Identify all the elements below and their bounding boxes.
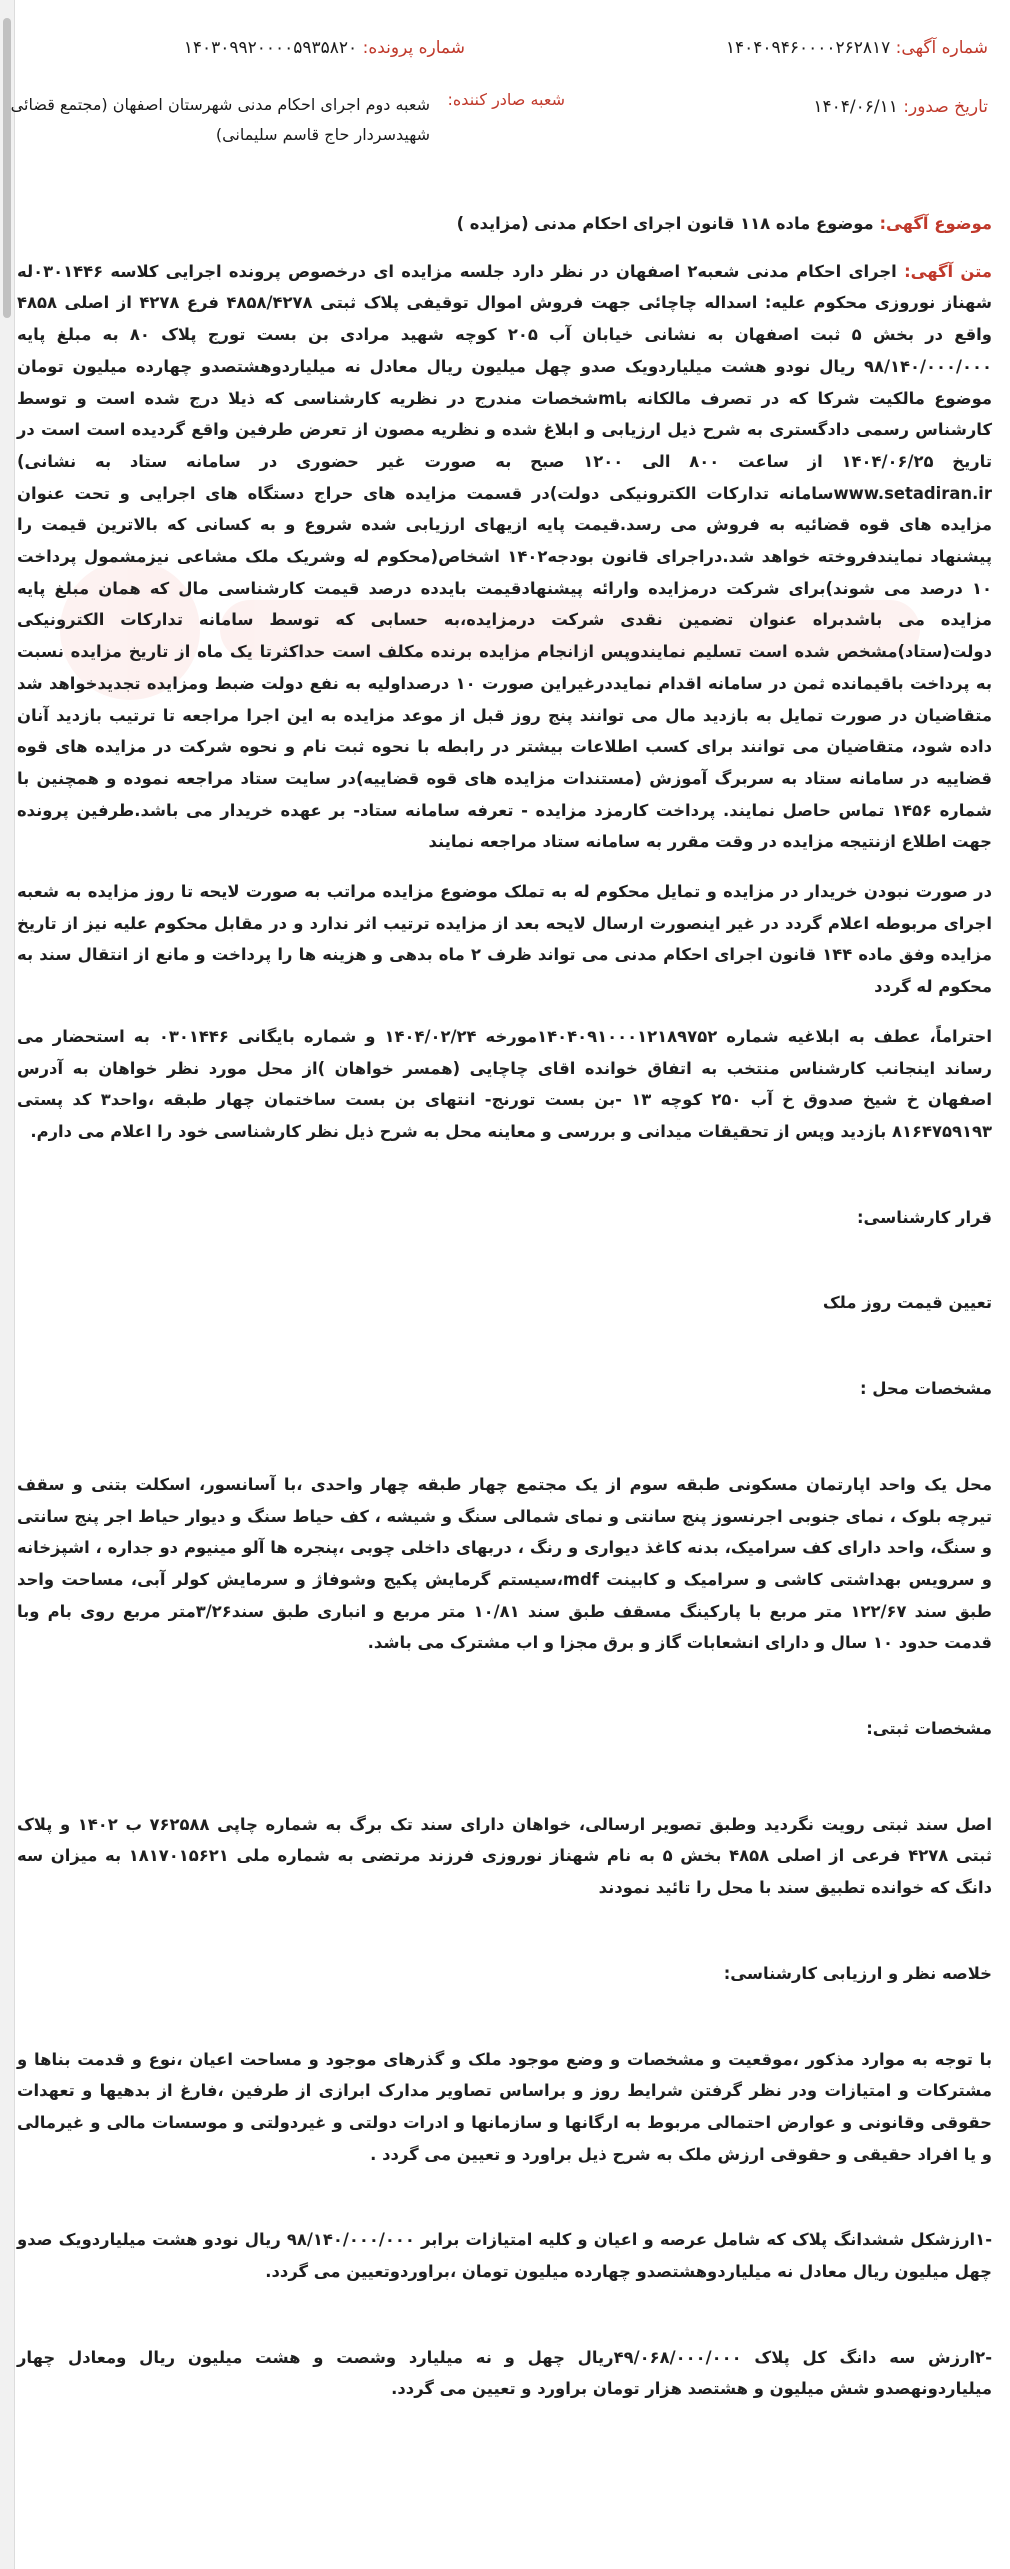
registry-title: مشخصات ثبتی: — [866, 1719, 992, 1739]
ad-text-label: متن آگهی: — [904, 261, 993, 281]
file-number — [184, 38, 465, 58]
issuer-value: شعبه دوم اجرای احکام مدنی شهرستان اصفهان (مجتمع قضائی شهیدسردار حاج قاسم سلیمانی) — [10, 95, 430, 144]
issue-date — [813, 97, 988, 117]
issue-date-value: ۱۴۰۴/۰۶/۱۱ — [813, 97, 898, 117]
location-text: محل یک واحد اپارتمان مسکونی طبقه سوم از یک مجتمع چهار طبقه چهار واحدی ،با آسانسور، اسکلت بتنی و سقف تیرچه بلوک ، نمای جنوبی اجرنسوز پنج سانتی و نمای شمالی سنگ و شیشه ، کف حیاط سنگ و دیوار حیاط اجر پنج سانتی و سنگ، واحد دارای کف سرامیک، بدنه کاغذ دیواری و رنگ ، دربهای داخلی چوبی ،پنجره ها آلو مینیوم دو جداره ، اشپزخانه و سرویس بهداشتی کاشی و سرامیک و کابینت mdf،سیستم گرمایش پکیج وشوفاژ و سرمایش کولر آبی، مساحت واحد طبق سند ۱۲۲/۶۷ متر مربع با پارکینگ مسقف طبق سند ۱۰/۸۱ متر مربع و انباری طبق سند۳/۲۶متر مربع روی بام وبا قدمت حدود ۱۰ سال و دارای انشعابات گاز و برق مجزا و اب مشترک می باشد. — [17, 1474, 992, 1653]
ad-number-label: شماره آگهی: — [895, 38, 988, 58]
issuer-label: شعبه صادر کننده: — [447, 90, 565, 109]
subject-line — [17, 208, 992, 240]
scrollbar-thumb[interactable] — [3, 18, 11, 318]
valuation-item-1: -۱ارزشکل ششدانگ پلاک که شامل عرصه و اعیان و کلیه امتیازات برابر ۹۸/۱۴۰/۰۰۰/۰۰۰ ریال نودو هشت میلیاردویک صدو چهل میلیون ریال معادل نه میلیاردوهشتصدو چهارده میلیون تومان ،براوردوتعیین می گردد. — [17, 2230, 992, 2282]
file-number-value: ۱۴۰۳۰۹۹۲۰۰۰۰۵۹۳۵۸۲۰ — [183, 38, 358, 58]
notice-body — [17, 208, 992, 2405]
valuation-item-2: -۲ارزش سه دانگ کل پلاک ۴۹/۰۶۸/۰۰۰/۰۰۰ریال چهل و نه میلیارد وشصت و هشت میلیون ریال ومعادل چهار میلیاردونهصدو شش میلیون و هشتصد هزار تومان براورد و تعیین می گردد. — [17, 2347, 992, 2399]
summary-text: با توجه به موارد مذکور ،موقعیت و مشخصات و وضع موجود ملک و گذرهای موجود و مساحت اعیان ،نوع و قدمت بناها و مشترکات و امتیازات ودر نظر گرفتن شرایط روز و براساس تصاویر مدارک ابرازی از طرفین ،فارغ از بدهیها و تعهدات حقوقی وقانونی و عوارض احتمالی مربوط به ارگانها و سازمانها و ادرات دولتی و غیردولتی و موسسات مالی و غیرمالی و یا افراد حقیقی و حقوقی ارزش ملک به شرح ذیل براورد و تعیین می گردد . — [17, 2049, 992, 2164]
ad-number-value: ۱۴۰۴۰۹۴۶۰۰۰۰۲۶۲۸۱۷ — [725, 38, 891, 58]
subject-label: موضوع آگهی: — [879, 214, 992, 233]
file-number-label: شماره پرونده: — [362, 38, 465, 58]
ad-number — [726, 38, 988, 58]
decision-title: قرار کارشناسی: — [856, 1207, 992, 1227]
location-title: مشخصات محل : — [860, 1379, 992, 1399]
summary-title: خلاصه نظر و ارزیابی کارشناسی: — [723, 1963, 992, 1983]
registry-text: اصل سند ثبتی رویت نگردید وطبق تصویر ارسالی، خواهان دارای سند تک برگ به شماره چاپی ۷۶۲۵۸۸ ب ۱۴۰۲ و پلاک ثبتی ۴۲۷۸ فرعی از اصلی ۴۸۵۸ بخش ۵ به نام شهناز نوروزی فرزند مرتضی به شماره ملی ۱۸۱۷۰۱۵۶۲۱ به میزان سه دانگ که خوانده تطبیق سند با محل را تائید نمودند — [17, 1814, 993, 1898]
ad-text-paragraph — [17, 256, 992, 858]
decision-text: تعیین قیمت روز ملک — [822, 1293, 992, 1313]
subject-text: موضوع ماده ۱۱۸ قانون اجرای احکام مدنی (مزایده ) — [456, 214, 874, 233]
ad-text: اجرای احکام مدنی شعبه۲ اصفهان در نظر دارد جلسه مزایده ای درخصوص پرونده اجرایی کلاسه ۰۳۰۱۴۴۶له شهناز نوروزی محکوم علیه: اسداله چاچائی جهت فروش اموال توقیفی پلاک ثبتی ۴۸۵۸/۴۲۷۸ فرع ۴۲۷۸ از اصلی ۴۸۵۸ واقع در بخش ۵ ثبت اصفهان به نشانی خیابان آب ۲۰۵ کوچه شهید مرادی بن بست تورج پلاک ۸۰ به مبلغ پایه ۹۸/۱۴۰/۰۰۰/۰۰۰ ریال نودو هشت میلیاردویک صدو چهل میلیون ریال معادل نه میلیاردوهشتصدو چهارده میلیون تومان موضوع مالکیت شرکا که در تصرف مالکانه باmشخصات مندرج در نظریه کارشناسی که ذیلا درج شده است و توسط کارشناس رسمی دادگستری به شرح ذیل ارزیابی و ابلاغ شده و نظریه مصون از تعرض طرفین واقع گردیده است است در تاریخ ۱۴۰۴/۰۶/۲۵ از ساعت ۸۰۰ الی ۱۲۰۰ صبح به صورت غیر حضوری در سامانه ستاد به نشانی) www.setadiran.irسامانه تدارکات الکترونیکی دولت)در قسمت مزایده های حراج دستگاه های اجرایی و تحت عنوان مزایده های قوه قضائیه به فروش می رسد.قیمت پایه ازیهای ارزیابی شده شروع و به کسانی که بالاترین قیمت را پیشنهاد نمایندفروخته خواهد شد.دراجرای قانون بودجه۱۴۰۲ اشخاص(محکوم له وشریک ملک مشاعی نیزمشمول پرداخت ۱۰ درصد می شوند)برای شرکت درمزایده وارائه پیشنهادقیمت بایدده درصد قیمت کارشناسی مال که همان مبلغ پایه مزایده می باشدبراه عنوان تضمین نقدی شرکت درمزایده،به حسابی که توسط سامانه تدارکات الکترونیکی دولت(ستاد)مشخص شده است تسلیم نمایندوپس ازانجام مزایده برنده مکلف است حداکثرتا یک ماه از تاریخ مزایده نسبت به پرداخت باقیمانده ثمن در سامانه اقدام نمایددرغیراین صورت ۱۰ درصداولیه به نفع دولت ضبط ومزایده تجدیدخواهد شد متقاضیان در صورت تمایل به بازدید مال می توانند پنج روز قبل از موعد مزایده به این اجرا مراجعه تا ترتیب بازدید آنان داده شود، متقاضیان می توانند برای کسب اطلاعات بیشتر در رابطه با نحوه ثبت نام و نحوه شرکت در مزایده های قوه قضاییه در سامانه ستاد به سربرگ آموزش (مستندات مزایده های قوه قضاییه)در سایت ستاد مراجعه نموده و همچنین با شماره ۱۴۵۶ تماس حاصل نمایند. پرداخت کارمزد مزایده - تعرفه سامانه ستاد- بر عهده خریدار می باشد.طرفین پرونده جهت اطلاع ازنتیجه مزایده در وقت مقرر به سامانه ستاد مراجعه نمایند — [17, 261, 993, 852]
buyer-absence-paragraph: در صورت نبودن خریدار در مزایده و تمایل محکوم له به تملک موضوع مزایده مراتب به صورت لایحه تا روز مزایده به شعبه اجرای مربوطه اعلام گردد در غیر اینصورت ارسال لایحه بعد از مزایده ترتیب اثر ندارد و در مقابل محکوم علیه نیز از تاریخ مزایده وفق ماده ۱۴۴ قانون اجرای احکام مدنی می تواند ظرف ۲ ماه بدهی و هزینه ها را پرداخت و مانع از انتقال سند به محکوم له گردد — [17, 882, 992, 997]
expert-intro-paragraph: احتراماً، عطف به ابلاغیه شماره ۱۴۰۴۰۹۱۰۰۰۱۲۱۸۹۷۵۲مورخه ۱۴۰۴/۰۲/۲۴ و شماره بایگانی ۰۳۰۱۴۴۶ به استحضار می رساند اینجانب کارشناس منتخب به اتفاق خوانده اقای چاچایی (همسر خواهان )از محل مورد نظر خواهان به آدرس اصفهان خ شیخ صدوق خ آب ۲۵۰ کوچه ۱۳ -بن بست تورنج- انتهای بن بست ساختمان چهار طبقه ،واحد۳ کد پستی ۸۱۶۴۷۵۹۱۹۳ بازدید وپس از تحقیقات میدانی و بررسی و معاینه محل به شرح ذیل نظر کارشناسی خود را اعلام می دارم. — [17, 1026, 992, 1141]
issue-date-label: تاریخ صدور: — [903, 97, 988, 117]
vertical-scrollbar[interactable] — [0, 0, 15, 2569]
issuer-label-box — [448, 90, 565, 109]
